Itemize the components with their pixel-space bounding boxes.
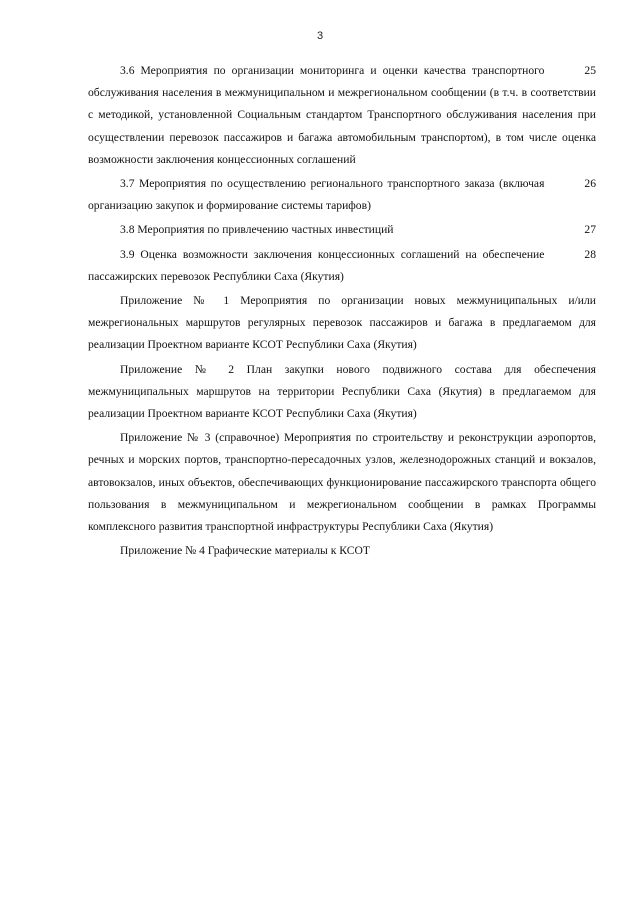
toc-entry-appendix-3 (88, 427, 596, 538)
toc-entry-text: 3.8 Мероприятия по привлечению частных инвестиций (120, 223, 394, 237)
toc-entry-text: Приложение № 1 Мероприятия по организации новых межмуниципальных и/или межрегиональных маршрутов регулярных перевозок пассажиров и багажа в предлагаемом для реализации Проектном варианте КСОТ Республики Саха (Якутия) (88, 294, 596, 352)
toc-entry-3-8 (88, 219, 596, 241)
toc-page-number: 28 (584, 247, 596, 261)
toc-entry-text: 3.7 Мероприятия по осуществлению регионального транспортного заказа (включая организацию закупок и формирование системы тарифов) (88, 177, 545, 213)
toc-entry-appendix-2 (88, 359, 596, 426)
toc-entry-appendix-4 (88, 540, 596, 562)
toc-page-number: 26 (584, 177, 596, 191)
page-number: 3 (316, 30, 324, 42)
toc-entry-3-9 (88, 244, 596, 288)
toc-entry-3-7 (88, 173, 596, 217)
toc-entry-text: 3.9 Оценка возможности заключения концессионных соглашений на обеспечение пассажирских перевозок Республики Саха (Якутия) (88, 247, 545, 283)
toc-entry-appendix-1 (88, 290, 596, 357)
table-of-contents (88, 60, 596, 564)
toc-entry-text: 3.6 Мероприятия по организации мониторинга и оценки качества транспортного обслуживания населения в межмуниципальном и межрегиональном сообщении (в т.ч. в соответствии с методикой, установленной Социальным стандартом Транспортного обслуживания населения при осуществлении перевозок пассажиров и багажа автомобильным транспортом), в том числе оценка возможности заключения концессионных соглашений (88, 64, 596, 166)
toc-entry-3-6 (88, 60, 596, 171)
toc-page-number: 25 (584, 64, 596, 77)
toc-page-number: 27 (584, 223, 596, 237)
toc-entry-text: Приложение № 3 (справочное) Мероприятия по строительству и реконструкции аэропортов, речных и морских портов, транспортно-пересадочных узлов, железнодорожных станций и вокзалов, автовокзалов, иных объектов, обеспечивающих функционирование пассажирского транспорта общего пользования в межмуниципальном и межрегиональном сообщении в рамках Программы комплексного развития транспортной инфраструктуры Республики Саха (Якутия) (88, 431, 596, 534)
toc-entry-text: Приложение № 4 Графические материалы к КСОТ (120, 544, 370, 558)
toc-entry-text: Приложение № 2 План закупки нового подвижного состава для обеспечения межмуниципальных маршрутов на территории Республики Саха (Якутия) в предлагаемом для реализации Проектном варианте КСОТ Республики Саха (Якутия) (88, 362, 596, 421)
